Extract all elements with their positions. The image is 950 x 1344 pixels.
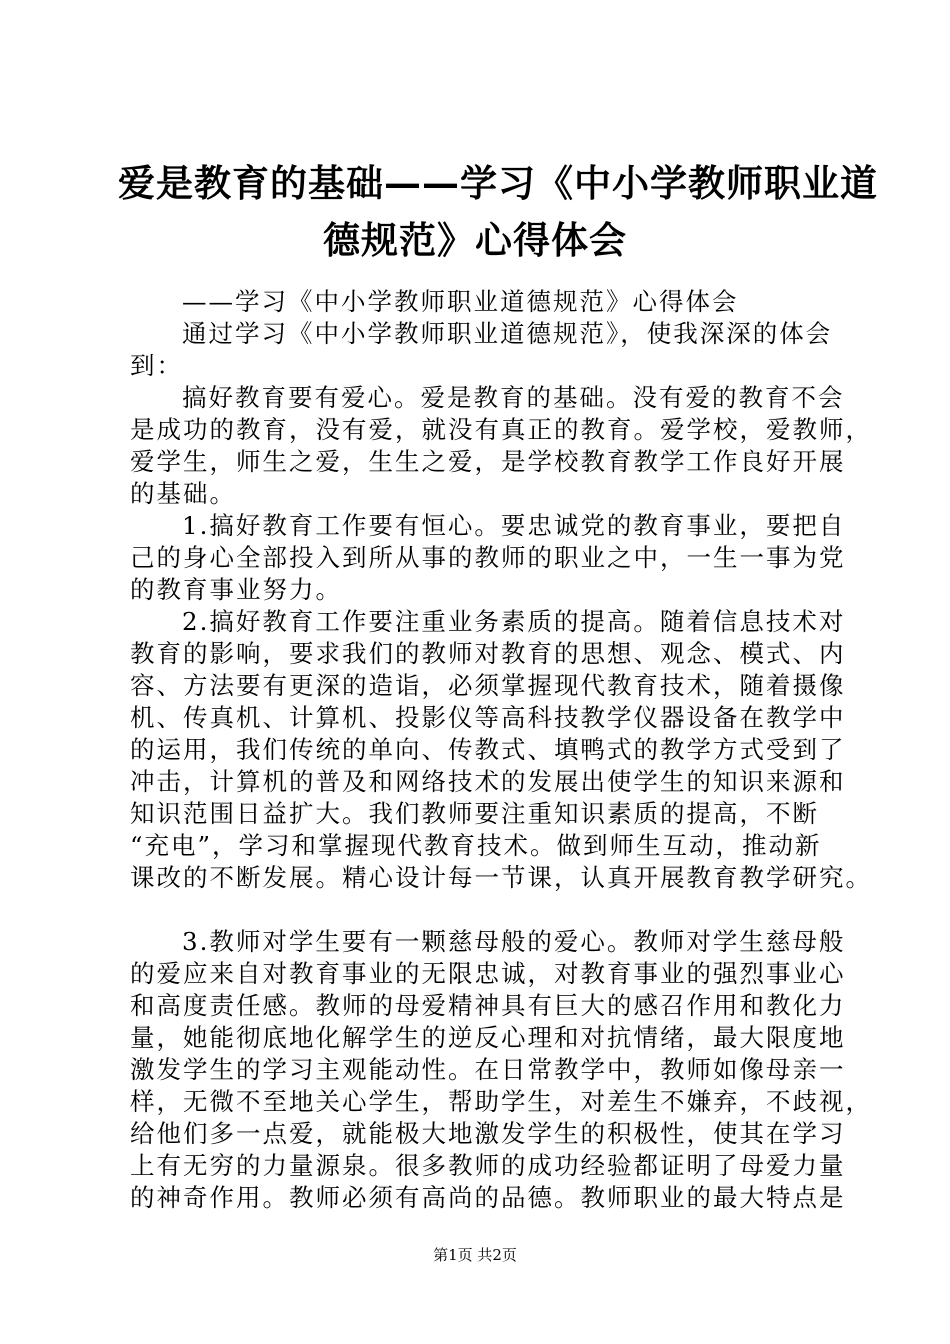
paragraph-line: 知识范围日益扩大。我们教师要注重知识素质的提高，不断 <box>130 799 819 828</box>
paragraph-line: 的神奇作用。教师必须有高尚的品德。教师职业的最大特点是 <box>130 1183 846 1212</box>
paragraph-line: 3.教师对学生要有一颗慈母般的爱心。教师对学生慈母般 <box>182 927 846 956</box>
paragraph-line: 2.搞好教育工作要注重业务素质的提高。随着信息技术对 <box>182 607 846 636</box>
document-title-line-2: 德规范》心得体会 <box>323 218 627 262</box>
paragraph-line: 上有无穷的力量源泉。很多教师的成功经验都证明了母爱力量 <box>130 1151 846 1180</box>
paragraph-line: “充电”，学习和掌握现代教育技术。做到师生互动，推动新 <box>130 831 822 860</box>
paragraph-line: 课改的不断发展。精心设计每一节课，认真开展教育教学研究。 <box>130 863 872 892</box>
paragraph-line: 样，无微不至地关心学生，帮助学生，对差生不嫌弃，不歧视， <box>130 1087 872 1116</box>
paragraph-line: 的基础。 <box>130 479 236 508</box>
paragraph-line: 己的身心全部投入到所从事的教师的职业之中，一生一事为党 <box>130 543 846 572</box>
subtitle-line: ——学习《中小学教师职业道德规范》心得体会 <box>182 287 739 316</box>
paragraph-line: 是成功的教育，没有爱，就没有真正的教育。爱学校，爱教师， <box>130 415 872 444</box>
document-body <box>130 286 872 1214</box>
paragraph-line: 爱学生，师生之爱，生生之爱，是学校教育教学工作良好开展 <box>130 447 846 476</box>
paragraph-line: 的运用，我们传统的单向、传教式、填鸭式的教学方式受到了 <box>130 735 846 764</box>
paragraph-line: 给他们多一点爱，就能极大地激发学生的积极性，使其在学习 <box>130 1119 846 1148</box>
paragraph-line: 的爱应来自对教育事业的无限忠诚，对教育事业的强烈事业心 <box>130 959 846 988</box>
paragraph-line: 量，她能彻底地化解学生的逆反心理和对抗情绪，最大限度地 <box>130 1023 846 1052</box>
document-title-line-1: 爱是教育的基础——学习《中小学教师职业道 <box>118 161 878 205</box>
paragraph-line: 到： <box>130 351 183 380</box>
paragraph-line: 和高度责任感。教师的母爱精神具有巨大的感召作用和教化力 <box>130 991 846 1020</box>
paragraph-line: 机、传真机、计算机、投影仪等高科技教学仪器设备在教学中 <box>130 703 846 732</box>
paragraph-gap <box>130 894 832 926</box>
paragraph-line: 教育的影响，要求我们的教师对教育的思想、观念、模式、内 <box>130 639 846 668</box>
paragraph-line: 的教育事业努力。 <box>130 575 342 604</box>
paragraph-line: 激发学生的学习主观能动性。在日常教学中，教师如像母亲一 <box>130 1055 846 1084</box>
paragraph-line: 1.搞好教育工作要有恒心。要忠诚党的教育事业，要把自 <box>182 511 846 540</box>
paragraph-line: 容、方法要有更深的造诣，必须掌握现代教育技术，随着摄像 <box>130 671 846 700</box>
page-number-footer: 第1页 共2页 <box>433 1246 517 1264</box>
paragraph-line: 通过学习《中小学教师职业道德规范》，使我深深的体会 <box>182 319 833 348</box>
paragraph-line: 搞好教育要有爱心。爱是教育的基础。没有爱的教育不会 <box>182 383 845 412</box>
paragraph-line: 冲击，计算机的普及和网络技术的发展出使学生的知识来源和 <box>130 767 846 796</box>
